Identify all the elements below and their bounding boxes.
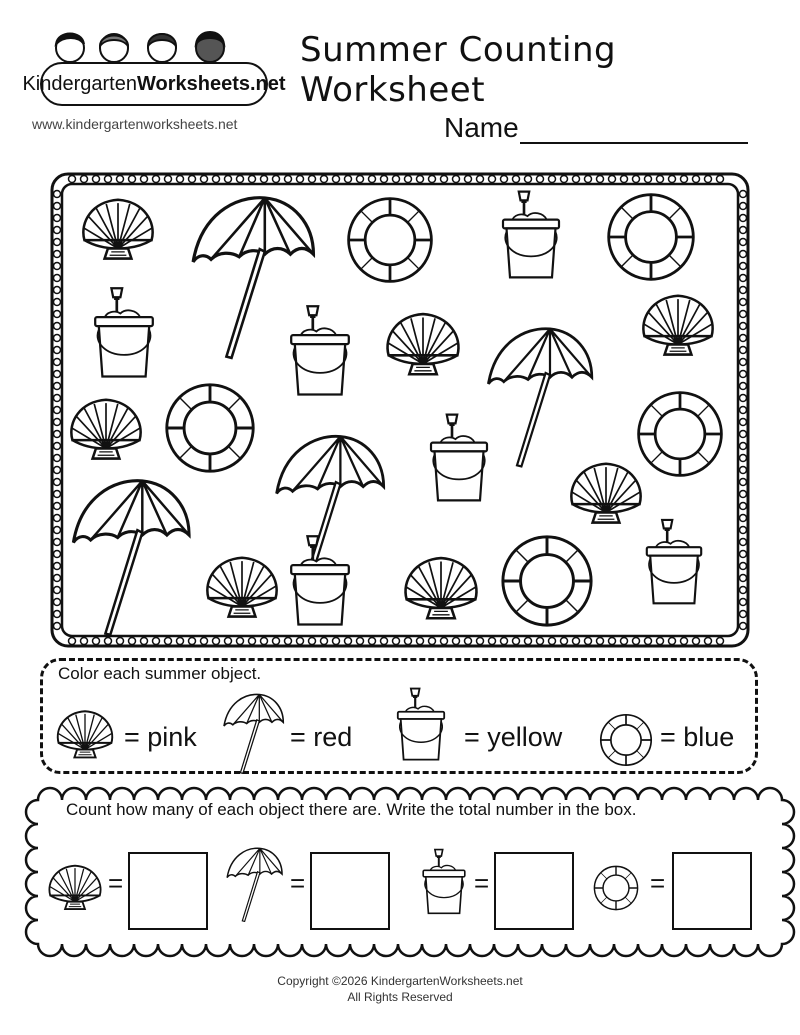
picture-area	[50, 172, 750, 648]
seashell-icon	[52, 708, 118, 762]
count-instruction: Count how many of each object there are. Write the total number in the box.	[66, 800, 637, 819]
swim-ring-icon	[592, 864, 640, 912]
logo-text-1: Kindergarten	[22, 72, 137, 95]
color-key-yellow: = yellow	[464, 722, 563, 752]
umbrella-icon	[218, 692, 288, 774]
answer-box-ring[interactable]	[672, 852, 752, 930]
color-key-red: = red	[290, 722, 353, 752]
color-key-blue: = blue	[660, 722, 735, 752]
equals-sign: =	[290, 868, 306, 898]
umbrella-icon	[224, 846, 284, 922]
logo-text-2: Worksheets.net	[136, 72, 286, 95]
seashell-icon	[44, 862, 106, 914]
answer-box-bucket[interactable]	[494, 852, 574, 930]
equals-sign: =	[650, 868, 666, 898]
sand-bucket-icon	[392, 686, 450, 768]
swim-ring-icon	[598, 712, 654, 768]
site-url[interactable]: www.kindergartenworksheets.net	[32, 116, 238, 132]
sand-bucket-icon	[418, 846, 470, 922]
name-label: Name	[444, 112, 519, 143]
equals-sign: =	[108, 868, 124, 898]
name-field-line[interactable]	[520, 142, 748, 144]
logo-wordmark	[22, 62, 286, 106]
answer-box-umbrella[interactable]	[310, 852, 390, 930]
equals-sign: =	[474, 868, 490, 898]
worksheet-title: Summer Counting Worksheet	[300, 30, 617, 110]
color-key-pink: = pink	[124, 722, 197, 752]
copyright-line: Copyright ©2026 KindergartenWorksheets.net	[277, 974, 523, 988]
answer-box-seashell[interactable]	[128, 852, 208, 930]
copyright-notice	[0, 973, 800, 1005]
color-instruction: Color each summer object.	[58, 664, 262, 683]
rights-line: All Rights Reserved	[347, 990, 453, 1004]
